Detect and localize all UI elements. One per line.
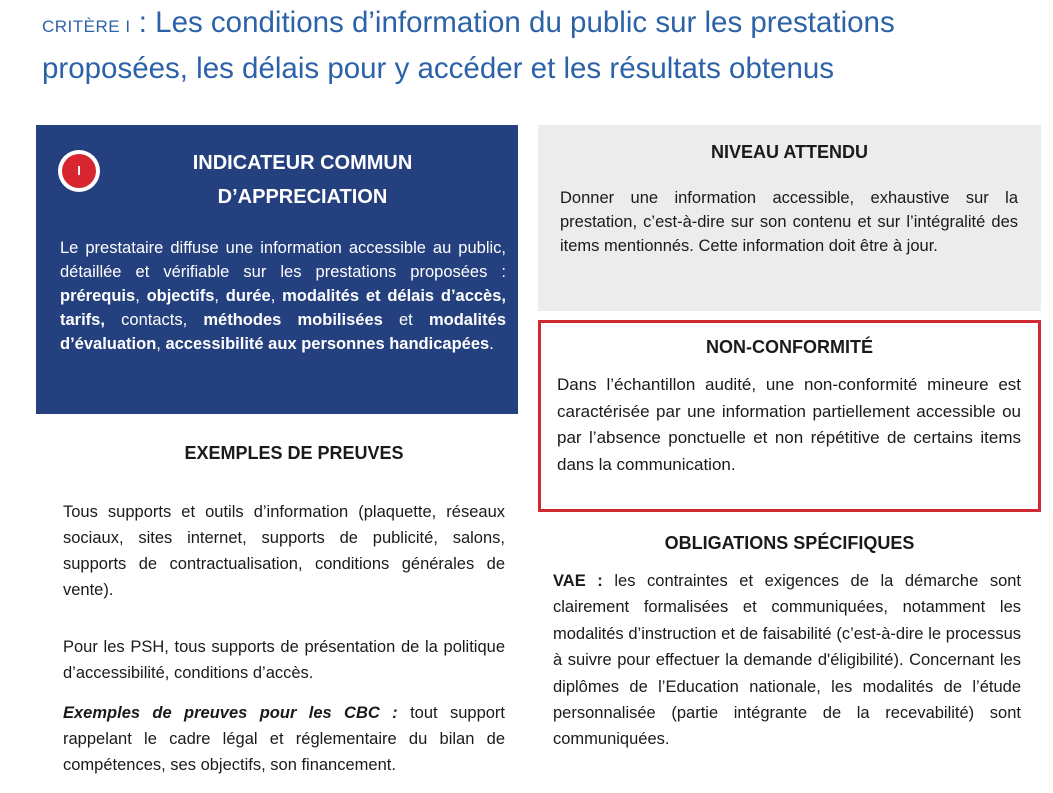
indicator-text: Le prestataire diffuse une information accessible au public, détaillée et vérifiable sur les prestations proposées : xyxy=(60,239,506,281)
indicator-keyword: objectifs xyxy=(146,287,215,305)
expected-level-title: NIVEAU ATTENDU xyxy=(711,142,868,162)
evidence-cbc-label: Exemples de preuves pour les CBC : xyxy=(63,704,398,722)
evidence-title: EXEMPLES DE PREUVES xyxy=(184,443,404,463)
specific-obligations-title: OBLIGATIONS SPÉCIFIQUES xyxy=(664,533,915,553)
indicator-keyword: durée xyxy=(225,287,271,305)
criterion-header xyxy=(42,2,1042,90)
indicator-keyword: méthodes mobilisées xyxy=(203,311,383,329)
indicator-text: , xyxy=(135,287,147,305)
indicator-text: . xyxy=(489,335,494,353)
indicator-text: , xyxy=(156,335,166,353)
vae-text: les contraintes et exigences de la démarche sont clairement formalisées et communiquées, notamment les modalités d’instruction et de faisabilité (c’est-à-dire le processus à suivre pour effectuer la demande d'éligibilité). Concernant les diplômes de l’Education nationale, les modalités de l’étude personnalisée (partie intégrante de la recevabilité) sont communiquées. xyxy=(553,572,1022,749)
non-conformity-title: NON-CONFORMITÉ xyxy=(706,337,873,357)
indicator-title-line1: INDICATEUR COMMUN xyxy=(192,152,413,174)
criterion-title: Les conditions d’information du public sur les prestations proposées, les délais pour y accéder et les résultats obtenus xyxy=(42,6,895,85)
indicator-keyword: prérequis xyxy=(60,287,136,305)
indicator-keyword: modalités et délais d’accès, tarifs, xyxy=(60,287,506,329)
indicator-badge-number: I xyxy=(62,154,96,188)
indicator-title xyxy=(150,146,455,214)
criterion-colon: : xyxy=(130,6,156,39)
criterion-label: CRITÈRE I xyxy=(42,17,131,36)
indicator-title-line2: D’APPRECIATION xyxy=(217,186,388,208)
indicator-text: , xyxy=(214,287,226,305)
evidence-paragraph-psh: Pour les PSH, tous supports de présentation de la politique d’accessibilité, conditions d’accès. xyxy=(63,638,505,682)
indicator-text: , xyxy=(270,287,283,305)
indicator-keyword: modalités d’évaluation xyxy=(60,311,506,353)
expected-level-text: Donner une information accessible, exhaustive sur la prestation, c’est-à-dire sur son contenu et sur l’intégralité des items mentionnés. Cette information doit être à jour. xyxy=(560,189,1018,255)
indicator-description xyxy=(60,236,506,356)
non-conformity-text: Dans l’échantillon audité, une non-conformité mineure est caractérisée par une information partiellement accessible ou par l’absence ponctuelle et non répétitive de certains items dans la communication. xyxy=(557,375,1021,474)
indicator-keyword: accessibilité aux personnes handicapées xyxy=(165,335,490,353)
vae-label: VAE : xyxy=(553,572,603,590)
evidence-paragraph-supports: Tous supports et outils d’information (plaquette, réseaux sociaux, sites internet, supports de publicité, salons, supports de contractualisation, conditions générales de vente). xyxy=(63,503,505,599)
indicator-text: contacts, xyxy=(104,311,204,329)
indicator-badge xyxy=(58,150,100,192)
specific-obligations-text xyxy=(553,568,1021,753)
indicator-text: et xyxy=(382,311,429,329)
evidence-paragraph-cbc xyxy=(63,700,505,778)
evidence-cbc-text: tout support rappelant le cadre légal et réglementaire du bilan de compétences, ses objectifs, son financement. xyxy=(63,704,505,774)
